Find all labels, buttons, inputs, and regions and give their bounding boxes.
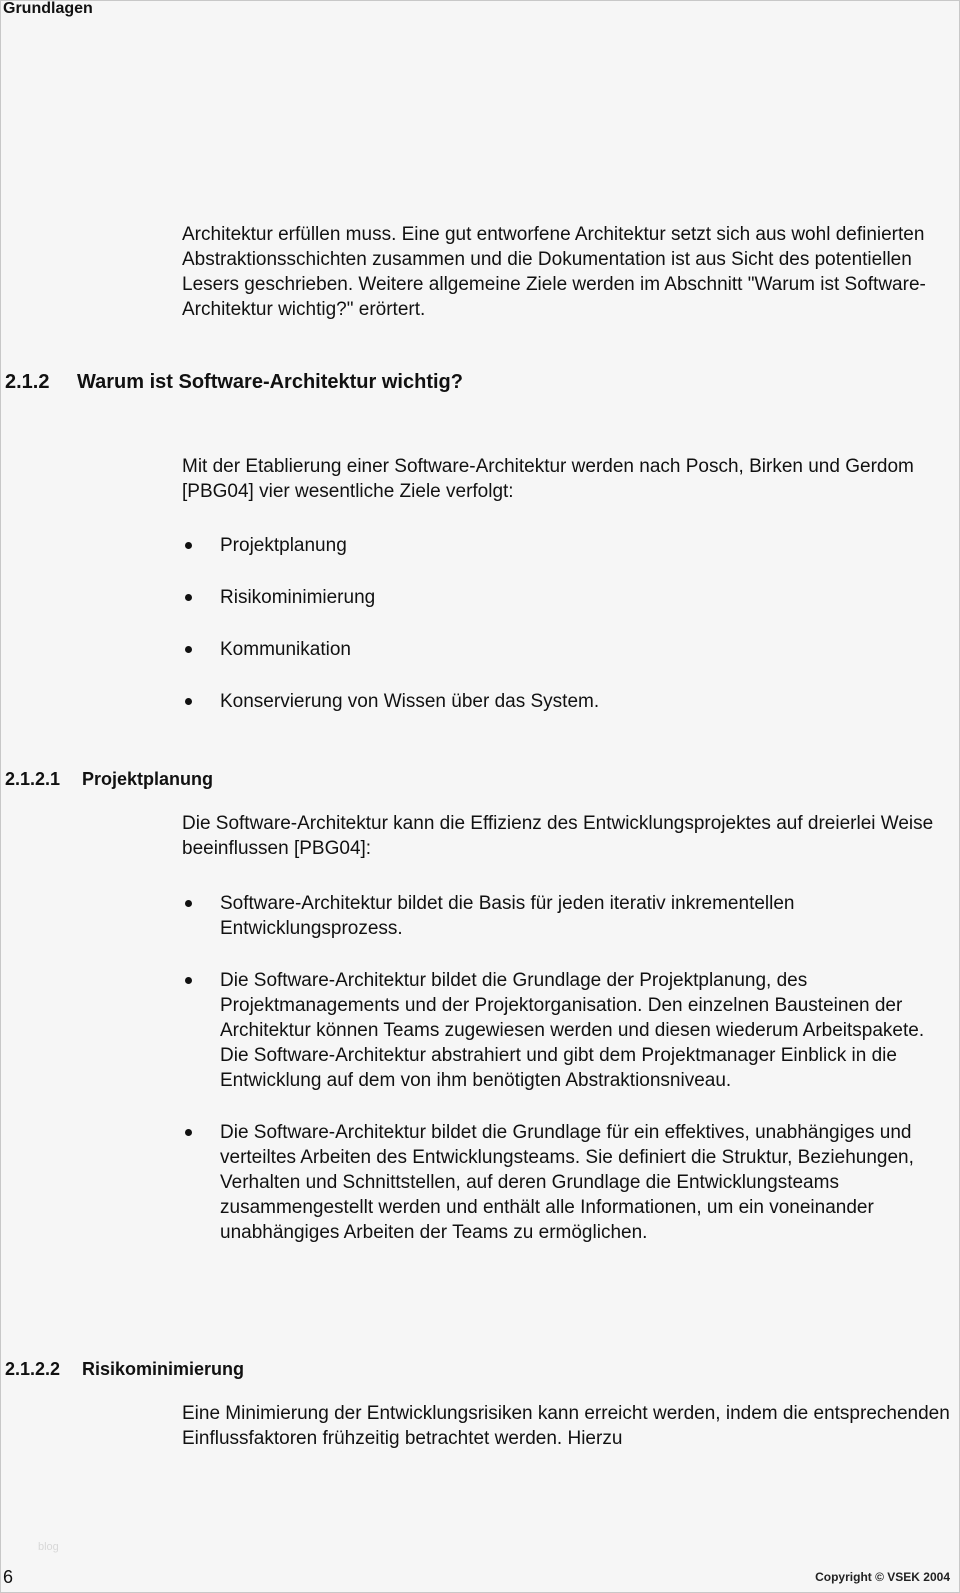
list-item: Risikominimierung bbox=[182, 585, 952, 610]
section-heading-2-1-2-1 bbox=[5, 769, 213, 790]
section-number: 2.1.2 bbox=[5, 371, 50, 393]
goals-list bbox=[182, 533, 952, 714]
section-heading-2-1-2 bbox=[5, 371, 463, 394]
intro-paragraph: Architektur erfüllen muss. Eine gut entworfene Architektur setzt sich aus wohl definierten Abstraktionsschichten zusammen und die Dokumentation ist aus Sicht des potentiellen Lesers geschrieben. Weitere allgemeine Ziele werden im Abschnitt "Warum ist Software-Architektur wichtig?" erörtert. bbox=[182, 224, 926, 320]
watermark-text: blog bbox=[38, 1541, 59, 1553]
section-number: 2.1.2.2 bbox=[5, 1359, 61, 1379]
page-number: 6 bbox=[3, 1567, 14, 1587]
section-2-1-2-1-paragraph: Die Software-Architektur kann die Effizienz des Entwicklungsprojektes auf dreierlei Weise beeinflussen [PBG04]: bbox=[182, 813, 934, 859]
section-title: Risikominimierung bbox=[82, 1359, 245, 1379]
list-item: Die Software-Architektur bildet die Grundlage der Projektplanung, des Projektmanagements und der Projektorganisation. Den einzelnen Bausteinen der Architektur können Teams zugewiesen werden und diesen wiederum Arbeitspakete. Die Software-Architektur abstrahiert und gibt dem Projektmanager Einblick in die Entwicklung auf dem von ihm benötigten Abstraktionsniveau. bbox=[182, 968, 952, 1093]
list-item: Die Software-Architektur bildet die Grundlage für ein effektives, unabhängiges und verteiltes Arbeiten des Entwicklungsteams. Sie definiert die Struktur, Beziehungen, Verhalten und Schnittstellen, auf deren Grundlage die Entwicklungsteams zusammengestellt werden und enthält alle Informationen, um ein voneinander unabhängiges Arbeiten der Teams zu ermöglichen. bbox=[182, 1120, 952, 1245]
planning-list bbox=[182, 891, 952, 1245]
list-item: Projektplanung bbox=[182, 533, 952, 558]
section-2-1-2-paragraph: Mit der Etablierung einer Software-Architektur werden nach Posch, Birken und Gerdom [PBG04] vier wesentliche Ziele verfolgt: bbox=[182, 456, 914, 502]
running-header: Grundlagen bbox=[3, 0, 93, 17]
section-heading-2-1-2-2 bbox=[5, 1359, 244, 1380]
section-title: Projektplanung bbox=[82, 769, 214, 789]
section-number: 2.1.2.1 bbox=[5, 769, 61, 789]
section-2-1-2-2-paragraph: Eine Minimierung der Entwicklungsrisiken kann erreicht werden, indem die entsprechenden Einflussfaktoren frühzeitig betrachtet werden. Hierzu bbox=[182, 1403, 950, 1449]
copyright-notice: Copyright © VSEK 2004 bbox=[815, 1570, 950, 1584]
list-item: Kommunikation bbox=[182, 637, 952, 662]
section-title: Warum ist Software-Architektur wichtig? bbox=[77, 371, 463, 393]
list-item: Konservierung von Wissen über das System. bbox=[182, 689, 952, 714]
list-item: Software-Architektur bildet die Basis für jeden iterativ inkrementellen Entwicklungsprozess. bbox=[182, 891, 952, 941]
